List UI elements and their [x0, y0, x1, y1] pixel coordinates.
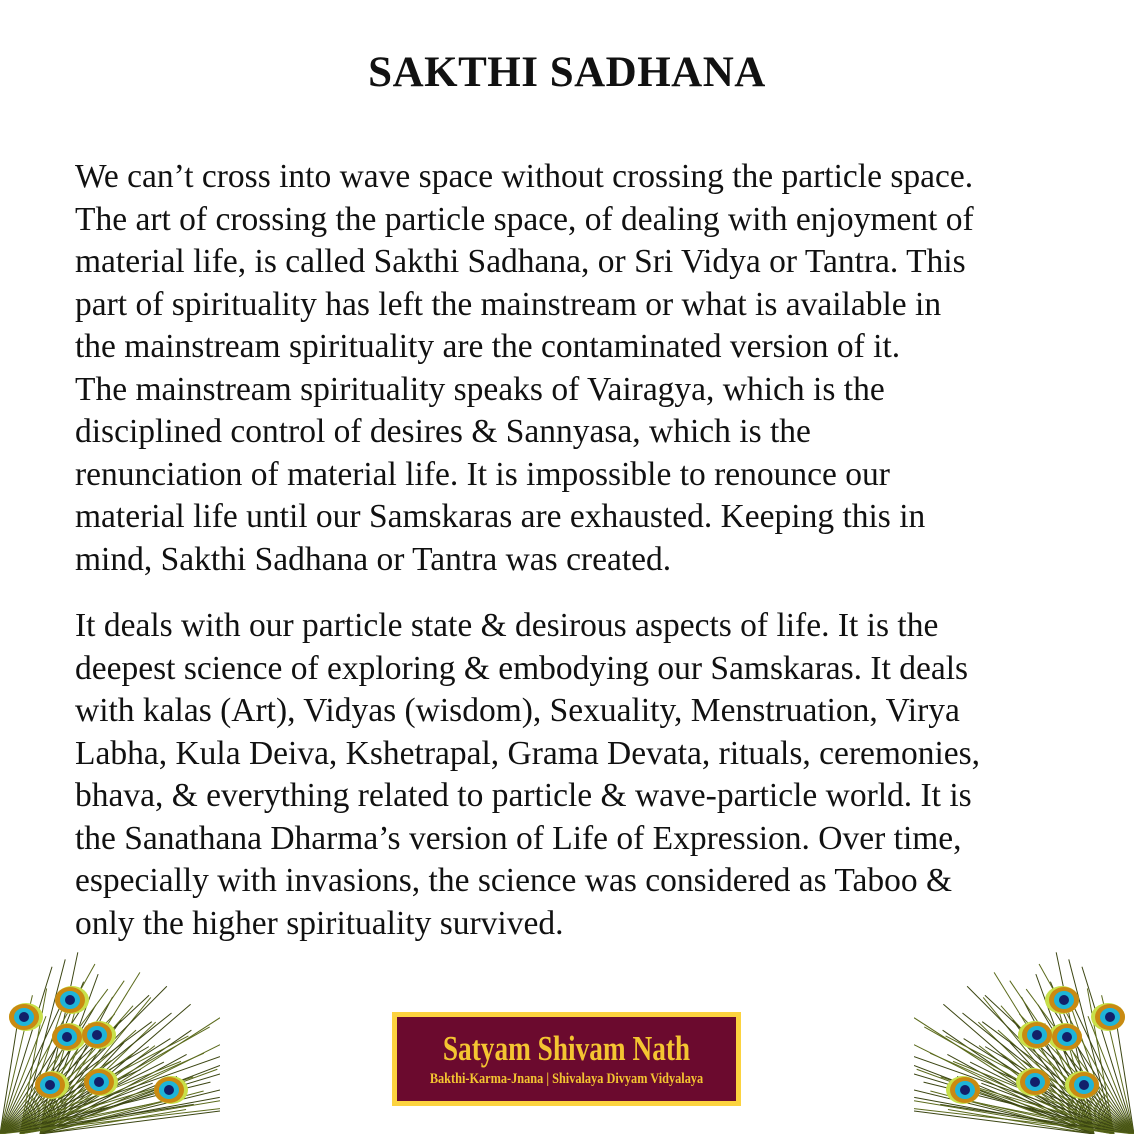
feather-eye: [1079, 1080, 1089, 1090]
feather-eye: [65, 995, 75, 1005]
text-line: renunciation of material life. It is impossible to renounce our: [75, 455, 890, 493]
text-line: material life until our Samskaras are exhausted. Keeping this in: [75, 498, 926, 535]
text-line: deepest science of exploring & embodying our Samskaras. It deals: [75, 649, 969, 687]
feather-eye: [960, 1085, 970, 1095]
text-line: only the higher spirituality survived.: [75, 904, 564, 942]
peacock-feather-icon: [0, 950, 220, 1134]
text-line: We can’t cross into wave space without crossing the particle space.: [75, 158, 974, 195]
text-line: The mainstream spirituality speaks of Vairagya, which is the: [75, 370, 885, 408]
text-line: bhava, & everything related to particle & wave-particle world. It is: [75, 777, 972, 814]
text-line: disciplined control of desires & Sannyasa, which is the: [75, 413, 811, 450]
paragraph-2: [75, 605, 1085, 945]
text-line: mind, Sakthi Sadhana or Tantra was created.: [75, 540, 672, 578]
feather-eye: [92, 1030, 102, 1040]
text-line: the mainstream spirituality are the contaminated version of it.: [75, 328, 901, 365]
feather-eye: [45, 1080, 55, 1090]
text-line: especially with invasions, the science was considered as Taboo &: [75, 862, 953, 899]
feather-eye: [62, 1032, 72, 1042]
text-line: part of spirituality has left the mainstream or what is available in: [75, 285, 942, 323]
feather-eye: [1062, 1032, 1072, 1042]
feather-eye: [94, 1077, 104, 1087]
logo-tagline: Bakthi-Karma-Jnana | Shivalaya Divyam Vidyalaya: [429, 1071, 704, 1087]
feather-eye: [1105, 1012, 1115, 1022]
peacock-feather-icon: [914, 950, 1134, 1134]
text-line: The art of crossing the particle space, of dealing with enjoyment of: [75, 200, 974, 238]
text-line: the Sanathana Dharma’s version of Life of Expression. Over time,: [75, 819, 962, 857]
text-line: Labha, Kula Deiva, Kshetrapal, Grama Devata, rituals, ceremonies,: [75, 734, 981, 772]
text-line: with kalas (Art), Vidyas (wisdom), Sexuality, Menstruation, Virya: [75, 692, 960, 729]
text-line: It deals with our particle state & desirous aspects of life. It is the: [75, 607, 939, 644]
brand-logo: [392, 1012, 741, 1106]
feather-eye: [19, 1012, 29, 1022]
logo-name: Satyam Shivam Nath: [442, 1029, 691, 1068]
feather-eye: [1032, 1030, 1042, 1040]
feather-eye: [1059, 995, 1069, 1005]
text-line: material life, is called Sakthi Sadhana, or Sri Vidya or Tantra. This: [75, 243, 966, 280]
feather-eye: [164, 1085, 174, 1095]
page-title: SAKTHI SADHANA: [368, 49, 766, 96]
feather-eye: [1030, 1077, 1040, 1087]
paragraph-1: [75, 156, 1085, 581]
